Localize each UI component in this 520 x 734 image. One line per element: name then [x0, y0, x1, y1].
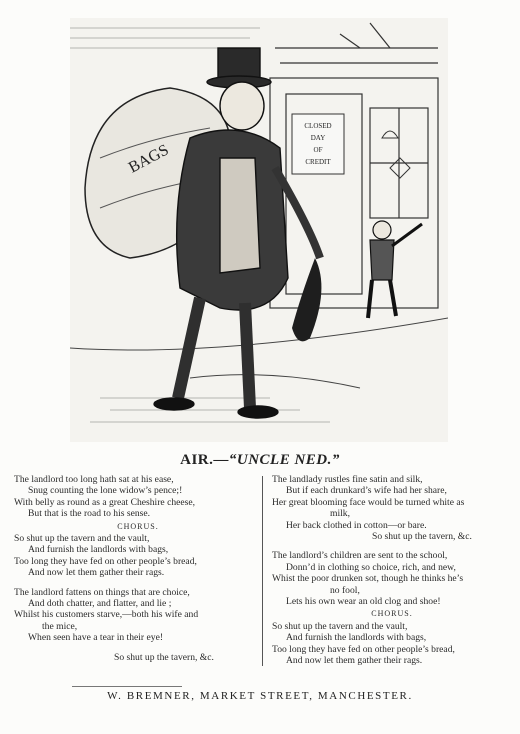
verse-line: Her great blooming face would be turned white as [272, 496, 465, 508]
verse-line: The landlord too long hath sat at his ease, [14, 474, 174, 485]
closed-sign [292, 114, 344, 174]
sack-label: BAGS [125, 141, 172, 177]
chorus-heading: CHORUS. [117, 521, 159, 531]
column-divider [262, 476, 263, 666]
imprint-rule [72, 686, 182, 687]
sign-line-3: OF [313, 146, 323, 154]
verse-line: And now let them gather their rags. [286, 655, 423, 667]
verse-line: Her back clothed in cotton—or bare. [286, 519, 427, 531]
sign-line-4: CREDIT [305, 158, 331, 166]
verse-line: Whilst his customers starve,—both his wife and [14, 609, 199, 621]
verse-line: And doth chatter, and flatter, and lie ; [28, 598, 172, 610]
verse-line: Too long they have fed on other people’s bread, [272, 643, 455, 655]
printer-imprint: W. BREMNER, MARKET STREET, MANCHESTER. [107, 690, 413, 702]
sign-line-2: DAY [310, 134, 326, 142]
chorus-heading: CHORUS. [371, 609, 413, 619]
verse-line: And now let them gather their rags. [28, 567, 165, 579]
verse-line: When seen have a tear in their eye! [28, 632, 164, 644]
verse-line: The landlord’s children are sent to the school, [272, 550, 448, 562]
verse-line: The landlord fattens on things that are choice, [14, 586, 190, 598]
verse-line: But if each drunkard’s wife had her share, [286, 485, 447, 497]
verse-line: So shut up the tavern and the vault, [14, 533, 150, 545]
verse-line: So shut up the tavern and the vault, [272, 620, 408, 632]
verse-column-left [14, 474, 262, 663]
verse-line: And furnish the landlords with bags, [286, 632, 427, 644]
stanza-gap [272, 542, 512, 550]
verse-column-right [272, 474, 512, 667]
verse-line: Too long they have fed on other people’s bread, [14, 555, 197, 567]
sign-line-1: CLOSED [304, 122, 332, 130]
verse-line: And furnish the landlords with bags, [28, 544, 169, 556]
song-title [0, 452, 520, 469]
verse-line: the mice, [42, 620, 78, 632]
verse-line: So shut up the tavern, &c. [372, 531, 472, 543]
verse-line: Lets his own wear an old clog and shoe! [286, 596, 441, 608]
verse-line: Donn’d in clothing so choice, rich, and new, [286, 561, 456, 573]
stanza-gap [14, 644, 262, 652]
title-song: “UNCLE NED.” [228, 452, 340, 468]
cartoon-illustration [70, 18, 448, 442]
verse-line: milk, [330, 508, 350, 520]
title-air: AIR.— [180, 452, 229, 468]
verse-line: The landlady rustles fine satin and silk, [272, 474, 423, 485]
verse-line: Snug counting the lone widow’s pence;! [28, 485, 183, 497]
stanza-gap [14, 579, 262, 587]
verse-line: no fool, [330, 584, 360, 596]
verse-line: But that is the road to his sense. [28, 508, 151, 520]
verse-line: Whist the poor drunken sot, though he thinks he’s [272, 573, 464, 585]
verse-line: With belly as round as a great Cheshire cheese, [14, 496, 196, 508]
verse-line: So shut up the tavern, &c. [114, 651, 214, 663]
